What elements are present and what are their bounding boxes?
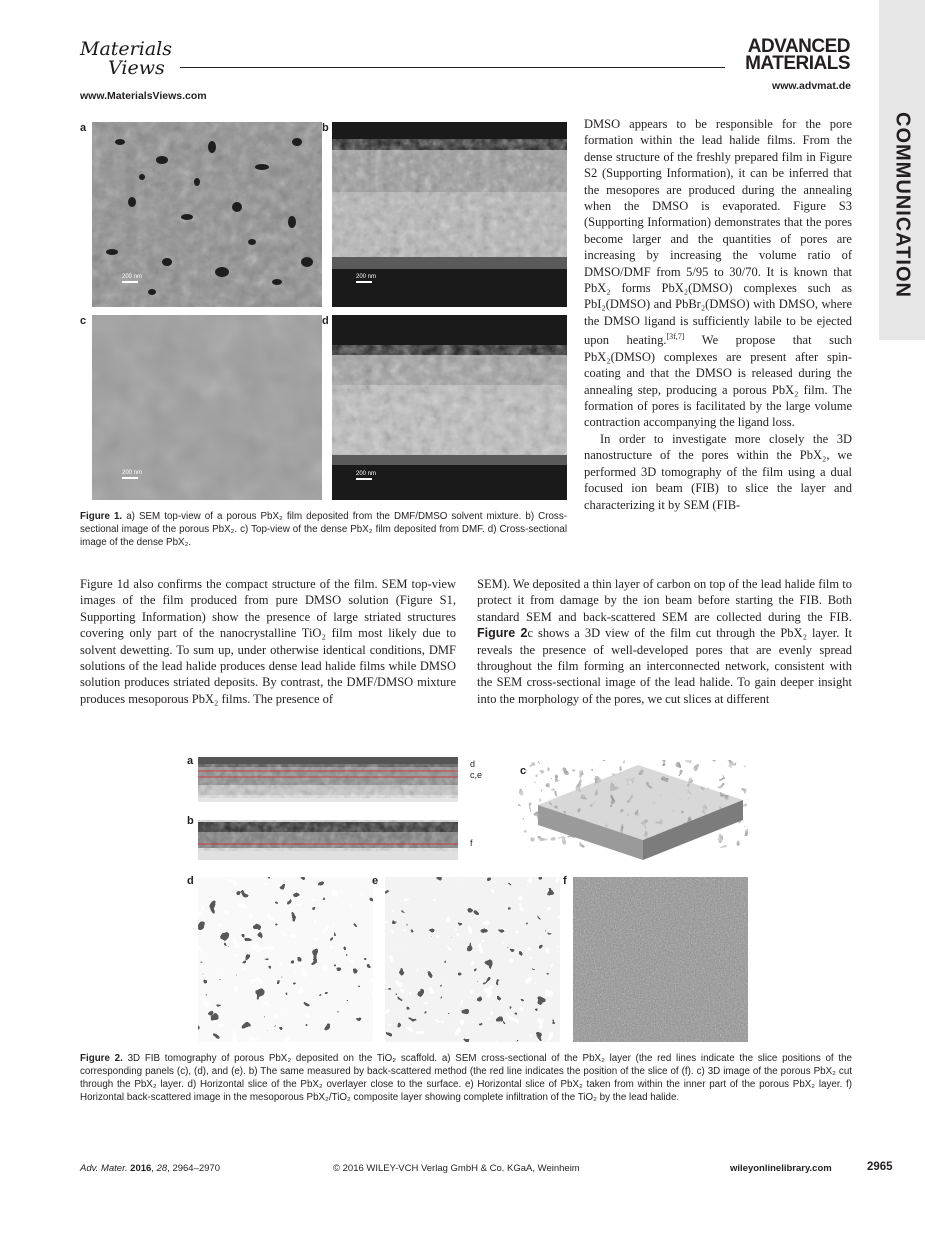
figure2-label-f: f bbox=[563, 875, 567, 887]
figure2-caption-body: 3D FIB tomography of porous PbX₂ deposited on the TiO₂ scaffold. a) SEM cross-sectional of the PbX₂ layer (the red lines indicate the slice positions of the corresponding panels (c), (d), and (e). b) The same measured by back-scattered method (the red line indicates the position of the slice of (f). c) 3D image of the porous PbX₂ cut through the PbX₂ layer. d) Horizontal slice of the PbX₂ overlayer close to the surface. e) Horizontal slice of PbX₂ taken from within the inner part of the porous PbX₂ layer. f) Horizontal back-scattered image in the mesoporous PbX₂/TiO₂ composite layer showing complete infiltration of the TiO₂ by the lead halide. bbox=[80, 1053, 852, 1103]
figure2-panel-f bbox=[573, 877, 748, 1042]
slice-mark-ce: c,e bbox=[470, 770, 483, 780]
logo-right-line1: ADVANCED bbox=[747, 36, 850, 57]
fib-cross-section-image bbox=[198, 757, 458, 802]
scale-bar-d bbox=[356, 471, 376, 480]
slice-mark-d: d bbox=[470, 759, 476, 769]
paragraph-figure1d: Figure 1d also confirms the compact structure of the film. SEM top-view images of the film produced from pure DMSO solution (Figure S1, Supporting Information) show the presence of large striated structures covering only part of the nanocrystalline TiO₂ film most likely due to solvent dewetting. To sum up, under otherwise identical conditions, DMF solutions of the lead halide produces dense lead halide films while DMSO solution produces striated deposits. By contrast, the DMF/DMSO mixture produces mesoporous PbX₂ films. The presence of bbox=[80, 577, 456, 706]
figure1-caption-body: a) SEM top-view of a porous PbX₂ film deposited from the DMF/DMSO solvent mixture. b) Cross-sectional image of the porous PbX₂. c) Top-view of the dense PbX₂ film deposited from DMF. d) Cross-sectional image of the dense PbX₂. bbox=[80, 511, 567, 548]
backscattered-cross-section-image bbox=[198, 820, 458, 860]
header-rule bbox=[180, 67, 725, 68]
logo-left-line1: Materials bbox=[80, 38, 172, 60]
footer-pages: 2964–2970 bbox=[172, 1163, 220, 1174]
footer-citation: Adv. Mater. 2016, 28, 2964–2970 bbox=[80, 1163, 220, 1174]
figure2-label-c: c bbox=[520, 765, 527, 777]
scale-bar-a-label: 200 nm bbox=[122, 274, 143, 280]
figure1-label-b: b bbox=[322, 122, 329, 134]
figure1-panel-a bbox=[92, 122, 322, 307]
para1-cont-text: We propose that such PbX₂(DMSO) complexes are present after spin-coating and that the DMSO is released during the annealing step, producing a porous PbX₂ film. The formation of pores is facilitated by the large volume contraction accompanying the ligand loss. bbox=[584, 333, 852, 430]
backscattered-horizontal-slice-image bbox=[573, 877, 748, 1042]
horizontal-slice-surface-image bbox=[198, 877, 373, 1042]
figure1-panel-b bbox=[332, 122, 567, 307]
figure1-panel-c bbox=[92, 315, 322, 500]
slice-mark-f: f bbox=[470, 838, 473, 848]
figure1-caption bbox=[80, 510, 567, 549]
right-column-text bbox=[584, 116, 852, 513]
figure2-label-a: a bbox=[187, 755, 194, 767]
figure2-reference[interactable]: Figure 2 bbox=[477, 626, 528, 641]
footer-journal: Adv. Mater. bbox=[80, 1163, 128, 1174]
section-tab-label: COMMUNICATION bbox=[891, 112, 914, 298]
footer-volume: 28 bbox=[156, 1163, 168, 1174]
advanced-materials-logo bbox=[728, 38, 850, 72]
footer-site[interactable]: wileyonlinelibrary.com bbox=[730, 1163, 832, 1174]
paragraph-fib-continued bbox=[477, 576, 852, 707]
figure2-panel-e bbox=[385, 877, 560, 1042]
scale-bar-a bbox=[122, 274, 142, 283]
scale-bar-b bbox=[356, 274, 376, 283]
materials-views-logo bbox=[80, 40, 180, 90]
fib-text-a: SEM). We deposited a thin layer of carbon on top of the lead halide film to protect it from damage by the ion beam before starting the FIB. Both standard SEM and back-scattered SEM are collected during the FIB. bbox=[477, 577, 852, 624]
figure2-label-b: b bbox=[187, 815, 194, 827]
figure2-label-e: e bbox=[372, 875, 379, 887]
figure2-panel-d bbox=[198, 877, 373, 1042]
para1-text: DMSO appears to be responsible for the pore formation within the lead halide films. From the dense structure of the freshly prepared film in Figure S2 (Supporting Information), it can be inferred that the mesopores are produced during the annealing when the DMSO is evaporated. Figure S3 (Supporting Information) demonstrates that the pores become larger and the quantities of pores are increasing by increasing the volume ratio of DMSO/DMF from 5/95 to 30/70. It is known that PbX₂ forms PbX₂(DMSO) complexes such as PbI₂(DMSO) and PbBr₂(DMSO) with DMSO, where the DMSO ligand is sufficiently labile to be ejected upon heating. bbox=[584, 117, 852, 348]
figure2-panel-c bbox=[518, 760, 748, 865]
advmat-url[interactable]: www.advmat.de bbox=[772, 80, 851, 92]
figure1-label-a: a bbox=[80, 122, 87, 134]
para1-reference[interactable]: [3f,7] bbox=[666, 332, 685, 342]
fib-3d-reconstruction-image bbox=[518, 760, 748, 865]
paragraph-dmso-pores bbox=[584, 116, 852, 431]
figure2-label-d: d bbox=[187, 875, 194, 887]
figure2-panel-a bbox=[198, 757, 458, 802]
footer-year: 2016 bbox=[130, 1163, 152, 1174]
right-column-bottom-text bbox=[477, 576, 852, 707]
scale-bar-d-label: 200 nm bbox=[356, 471, 377, 477]
figure1-caption-lead: Figure 1. bbox=[80, 511, 123, 522]
scale-bar-c-label: 200 nm bbox=[122, 470, 143, 476]
figure2-caption-lead: Figure 2. bbox=[80, 1053, 123, 1064]
logo-right-line2: MATERIALS bbox=[745, 53, 850, 74]
figure2-caption bbox=[80, 1052, 852, 1104]
figure1-label-c: c bbox=[80, 315, 87, 327]
paragraph-fib-start: In order to investigate more closely the 3D nanostructure of the pores within the PbX₂, we performed 3D tomography of the film using a dual focused ion beam (FIB) to slice the layer and characterizing it by SEM (FIB- bbox=[584, 431, 852, 512]
horizontal-slice-inner-image bbox=[385, 877, 560, 1042]
figure1-label-d: d bbox=[322, 315, 329, 327]
scale-bar-b-label: 200 nm bbox=[356, 274, 377, 280]
scale-bar-c bbox=[122, 470, 142, 479]
figure1-panel-d bbox=[332, 315, 567, 500]
fib-text-b: c shows a 3D view of the film cut through the PbX₂ layer. It reveals the presence of well-developed pores that are evenly spread throughout the film forming an interconnected network, consistent with the SEM cross-sectional image of the lead halide. To gain deeper insight into the morphology of the pores, we cut slices at different bbox=[477, 626, 852, 706]
footer-page-number: 2965 bbox=[867, 1161, 893, 1173]
materialsviews-url[interactable]: www.MaterialsViews.com bbox=[80, 90, 207, 102]
logo-left-line2: Views bbox=[108, 57, 165, 79]
footer-copyright: © 2016 WILEY-VCH Verlag GmbH & Co. KGaA, Weinheim bbox=[333, 1163, 580, 1174]
figure2-panel-b bbox=[198, 820, 458, 860]
left-column-bottom-text bbox=[80, 576, 456, 707]
